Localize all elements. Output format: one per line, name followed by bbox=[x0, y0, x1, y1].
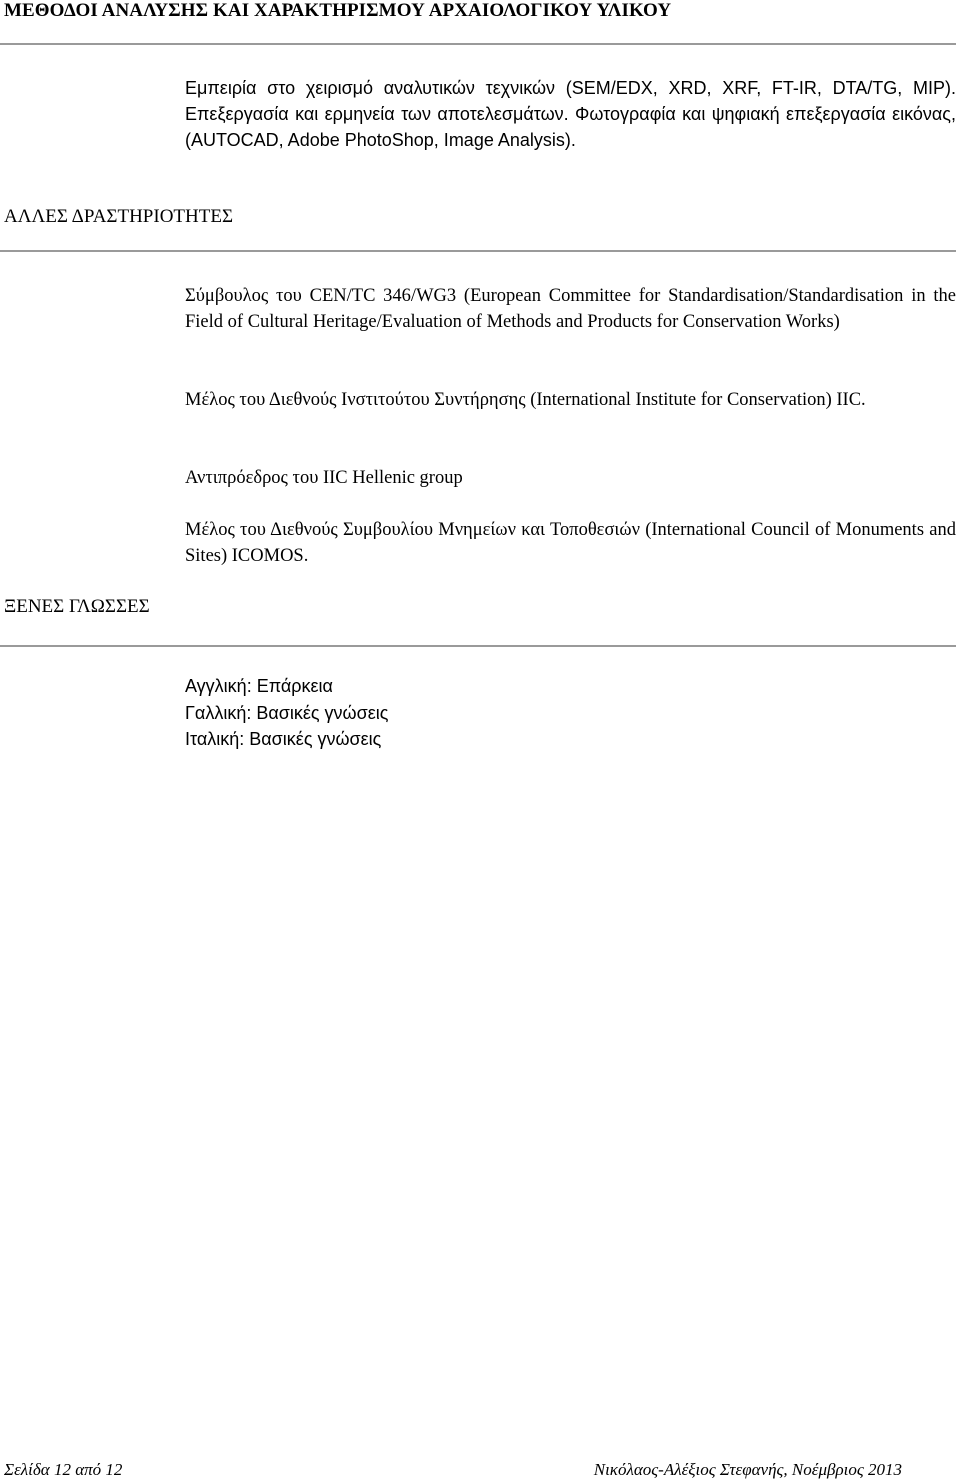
activity-item-icomos-member: Μέλος του Διεθνούς Συμβουλίου Μνημείων και Τοποθεσιών (International Council of Monuments and Sites) ICOMOS. bbox=[185, 520, 956, 566]
activity-item-cen-advisor: Σύμβουλος του CEN/TC 346/WG3 (European Committee for Standardisation/Standardisation in the Field of Cultural Heritage/Evaluation of Methods and Products for Conservation Works) bbox=[185, 286, 956, 332]
section-label-other-activities: ΑΛΛΕΣ ΔΡΑΣΤΗΡΙΟΤΗΤΕΣ bbox=[4, 206, 234, 227]
language-french: Γαλλική: Βασικές γνώσεις bbox=[185, 702, 389, 723]
section-label-languages: ΞΕΝΕΣ ΓΛΩΣΣΕΣ bbox=[4, 596, 150, 617]
footer-page-number: Σελίδα 12 από 12 bbox=[4, 1460, 123, 1479]
language-english: Αγγλική: Επάρκεια bbox=[185, 676, 333, 696]
section-divider-other-activities bbox=[0, 250, 956, 252]
methods-paragraph: Εμπειρία στο χειρισμό αναλυτικών τεχνικών (SEM/EDX, XRD, XRF, FT-IR, DTA/TG, MIP). Επεξεργασία και ερμηνεία των αποτελεσμάτων. Φωτογραφία και ψηφιακή επεξεργασία εικόνας, (AUTOCAD, Adobe PhotoShop, Image Analysis). bbox=[185, 78, 956, 150]
activity-item-iic-vice-president: Αντιπρόεδρος του IIC Hellenic group bbox=[185, 468, 463, 488]
activity-item-iic-member: Μέλος του Διεθνούς Ινστιτούτου Συντήρησης (International Institute for Conservation) IIC. bbox=[185, 390, 866, 410]
header-divider bbox=[0, 43, 956, 45]
footer-author-date: Νικόλαος-Αλέξιος Στεφανής, Νοέμβριος 2013 bbox=[593, 1460, 902, 1479]
language-italian: Ιταλική: Βασικές γνώσεις bbox=[185, 729, 382, 749]
section-divider-languages bbox=[0, 645, 956, 647]
page-header-title: ΜΕΘΟΔΟΙ ΑΝΑΛΥΣΗΣ ΚΑΙ ΧΑΡΑΚΤΗΡΙΣΜΟΥ ΑΡΧΑΙΟΛΟΓΙΚΟΥ ΥΛΙΚΟΥ bbox=[4, 0, 672, 21]
